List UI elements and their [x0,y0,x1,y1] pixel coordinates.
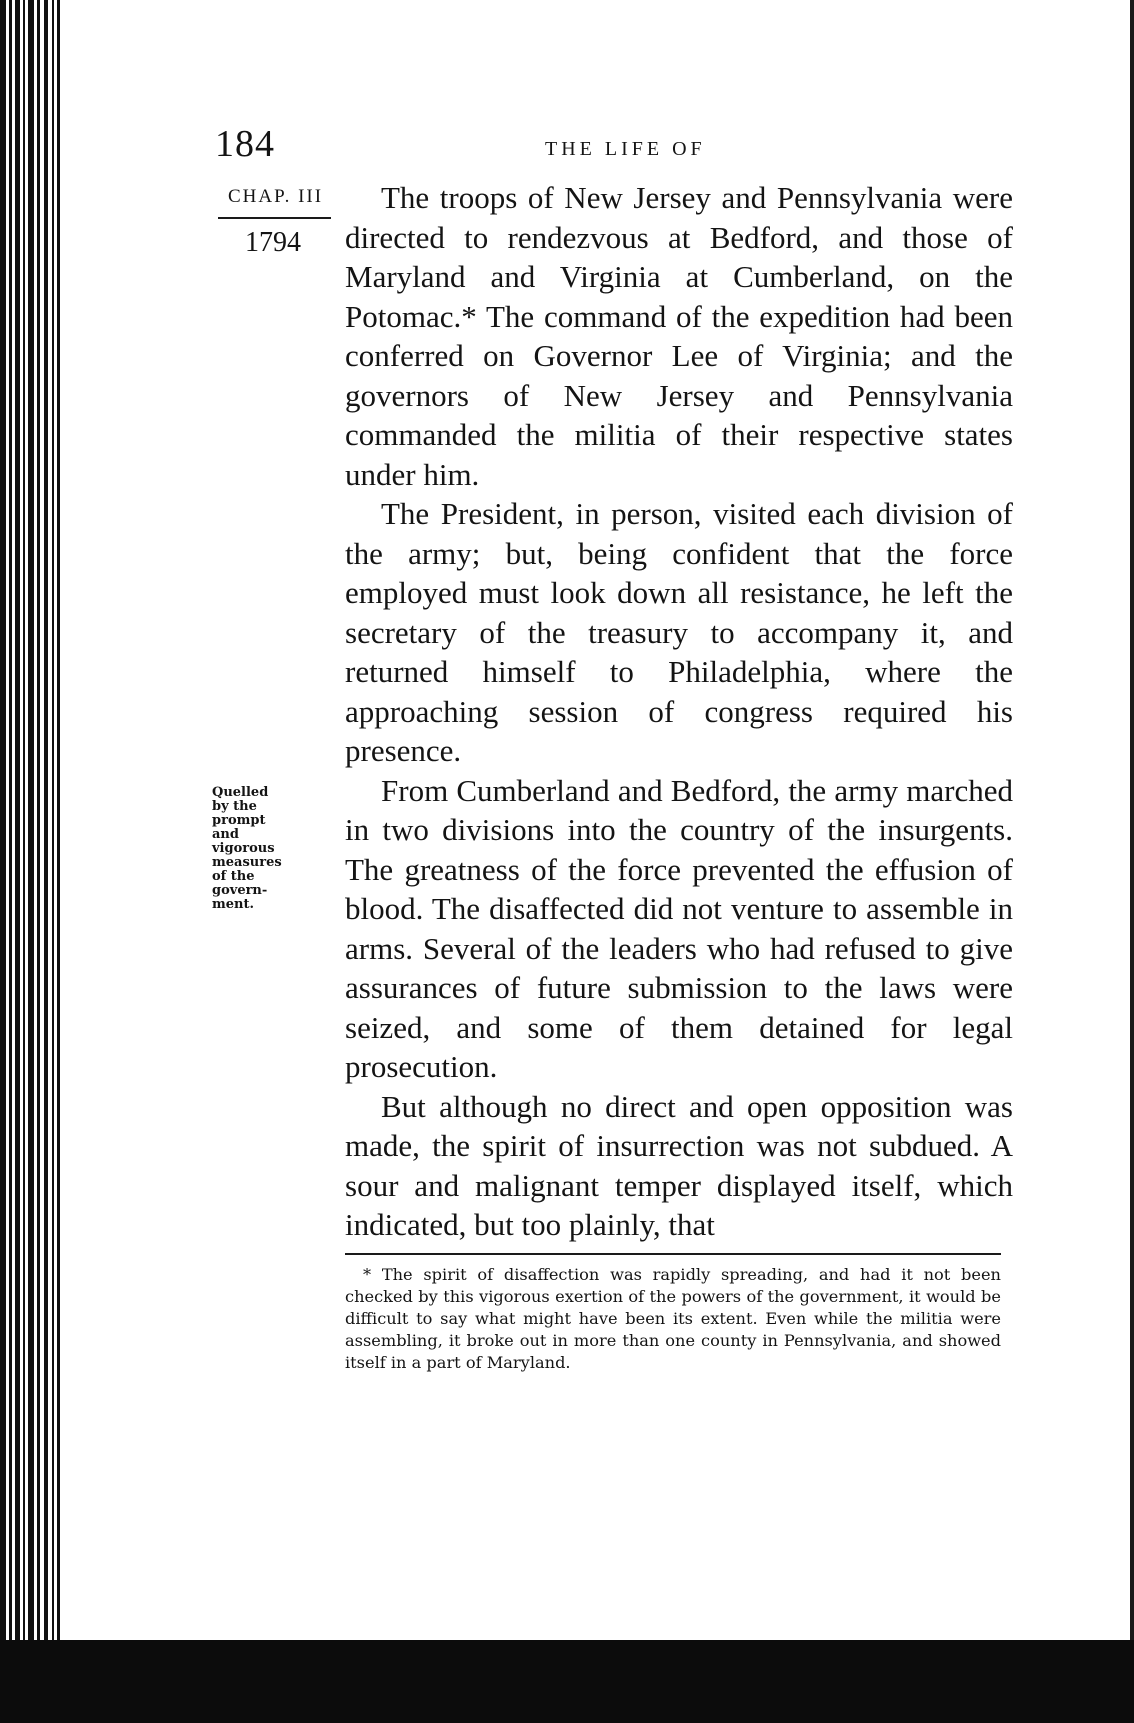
paragraph: From Cumberland and Bedford, the army marched in two divisions into the country of the insurgents. The greatness of the force prevented the effusion of blood. The disaffected did not venture to assemble in arms. Several of the leaders who had refused to give assurances of future submission to the laws were seized, and some of them detained for legal prosecution. [345,772,1013,1084]
body-text [345,178,1013,1245]
year-label: 1794 [245,227,301,258]
binding-edge [0,0,62,1640]
scan-shadow [0,1640,1134,1723]
footnote: * The spirit of disaffection was rapidly spreading, and had it not been checked by this vigorous exertion of the powers of the government, it would be difficult to say what might have been its extent. Even while the militia were assembling, it broke out in more than one county in Pennsylvania, and showed itself in a part of Maryland. [345,1265,1001,1372]
margin-sidenote: Quelled by the prompt and vigorous measures of the govern- ment. [212,785,282,912]
paragraph: The President, in person, visited each division of the army; but, being confident that the force employed must look down all resistance, he left the secretary of the treasury to accompany it, and returned himself to Philadelphia, where the approaching session of congress required his presence. [345,496,1013,768]
chapter-label: CHAP. III [228,186,324,207]
running-head: THE LIFE OF [545,138,706,160]
paragraph: But although no direct and open opposition was made, the spirit of insurrection was not subdued. A sour and malignant temper displayed itself, which indicated, but too plainly, that [345,1088,1013,1242]
paragraph: The troops of New Jersey and Pennsylvania were directed to rendezvous at Bedford, and those of Maryland and Virginia at Cumberland, on the Potomac.* The command of the expedition had been conferred on Governor Lee of Virginia; and the governors of New Jersey and Pennsylvania commanded the militia of their respective states under him. [345,180,1013,492]
footnote-rule [345,1253,1001,1255]
page-edge [1130,0,1134,1640]
page-number: 184 [215,123,275,165]
chapter-rule [218,217,331,219]
